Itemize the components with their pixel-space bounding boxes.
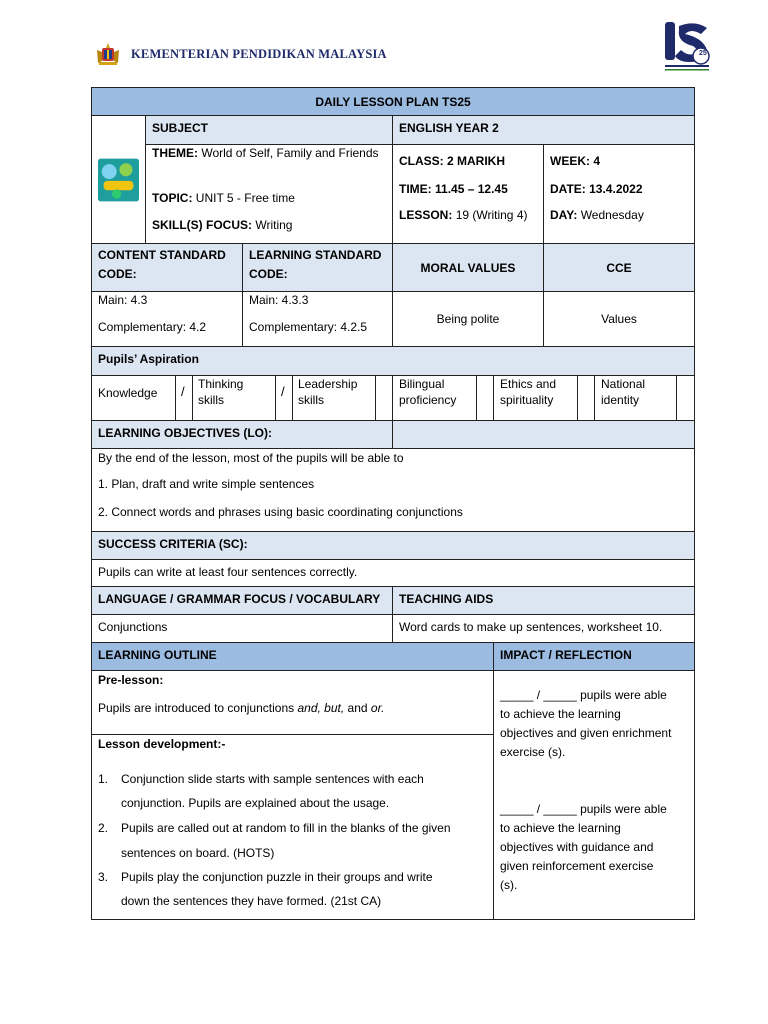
divider	[493, 375, 494, 421]
divider	[292, 375, 293, 421]
step-1-number: 1.	[98, 772, 109, 786]
logo-number: 25	[699, 50, 707, 57]
step-2-line-2: sentences on board. (HOTS)	[121, 846, 275, 860]
impact-2-line-5: (s).	[500, 878, 518, 892]
textbook-cover-icon	[98, 157, 139, 203]
divider	[175, 375, 176, 421]
class-line	[399, 153, 505, 169]
topic-label: TOPIC:	[152, 191, 193, 205]
step-1-line-1: Conjunction slide starts with sample sentences with each	[121, 772, 424, 786]
content-standard-header-text: CONTENT STANDARD CODE:	[98, 248, 226, 281]
class-label: CLASS:	[399, 154, 444, 168]
class-value: 2 MARIKH	[447, 154, 506, 168]
lesson-label: LESSON:	[399, 208, 453, 222]
pre-lesson-and: and	[347, 701, 368, 715]
content-complementary: Complementary: 4.2	[98, 320, 207, 334]
malaysia-crest-icon	[95, 42, 121, 68]
lesson-development-cell	[91, 734, 494, 920]
theme-line	[152, 145, 384, 161]
aspiration-thinking: Thinking skills	[198, 377, 244, 407]
theme-label: THEME:	[152, 146, 198, 160]
impact-2-line-4: given reinforcement exercise	[500, 859, 654, 873]
pre-lesson-conjunctions: and, but,	[297, 701, 345, 715]
objectives-body	[91, 448, 695, 532]
time-line	[399, 181, 508, 197]
topic-value: UNIT 5 - Free time	[195, 191, 295, 205]
divider	[275, 375, 276, 421]
subject-value: ENGLISH YEAR 2	[392, 115, 695, 145]
aspiration-mark-2: /	[281, 384, 285, 399]
learning-standard-header-text: LEARNING STANDARD CODE:	[249, 248, 382, 281]
teaching-aids-header: TEACHING AIDS	[392, 586, 695, 615]
learning-main: Main: 4.3.3	[249, 293, 309, 307]
time-label: TIME:	[399, 182, 432, 196]
week-label: WEEK:	[550, 154, 590, 168]
impact-1-line-1: _____ / _____ pupils were able	[500, 688, 667, 702]
textbook-cover-cell	[91, 115, 146, 244]
divider	[594, 375, 595, 421]
impact-header: IMPACT / REFLECTION	[493, 642, 695, 671]
divider	[676, 375, 677, 421]
language-header: LANGUAGE / GRAMMAR FOCUS / VOCABULARY	[91, 586, 393, 615]
step-3-line-2: down the sentences they have formed. (21st CA)	[121, 894, 382, 908]
day-line	[550, 207, 644, 223]
objectives-header-blank	[392, 420, 695, 449]
divider	[476, 375, 477, 421]
day-value: Wednesday	[580, 208, 644, 222]
pre-lesson-cell	[91, 670, 494, 735]
aspiration-leadership: Leadership skills	[298, 377, 358, 407]
skill-label: SKILL(S) FOCUS:	[152, 218, 252, 232]
learning-standard-header	[242, 243, 393, 292]
class-time-cell	[392, 144, 544, 244]
teaching-aids-value: Word cards to make up sentences, worksheet 10.	[392, 614, 695, 643]
success-header: SUCCESS CRITERIA (SC):	[91, 531, 695, 560]
date-value: 13.4.2022	[589, 182, 643, 196]
impact-1-line-2: to achieve the learning	[500, 707, 621, 721]
step-2-line-1: Pupils are called out at random to fill in the blanks of the given	[121, 821, 451, 835]
impact-2-line-3: objectives with guidance and	[500, 840, 654, 854]
day-label: DAY:	[550, 208, 578, 222]
week-date-cell	[543, 144, 695, 244]
page-title: DAILY LESSON PLAN TS25	[91, 87, 695, 116]
ts25-logo-icon	[663, 20, 711, 72]
theme-value: World of Self, Family and Friends	[201, 146, 379, 160]
pre-lesson-sentence: Pupils are introduced to conjunctions	[98, 701, 295, 715]
lesson-development-label: Lesson development:-	[98, 737, 226, 751]
topic-line	[152, 190, 295, 206]
learning-standard-values	[242, 291, 393, 347]
pre-lesson-label: Pre-lesson:	[98, 673, 164, 687]
aspiration-national: National identity	[601, 377, 646, 407]
week-line	[550, 153, 600, 169]
cce-value: Values	[543, 291, 695, 347]
learning-outline-header: LEARNING OUTLINE	[91, 642, 494, 671]
time-value: 11.45 – 12.45	[435, 182, 508, 196]
aspiration-header: Pupils’ Aspiration	[91, 346, 695, 376]
content-standard-header	[91, 243, 243, 292]
moral-values-header: MORAL VALUES	[392, 243, 544, 292]
aspiration-knowledge: Knowledge	[98, 386, 158, 400]
pre-lesson-or: or.	[370, 701, 385, 715]
divider	[577, 375, 578, 421]
skill-line	[152, 217, 292, 233]
step-3-line-1: Pupils play the conjunction puzzle in their groups and write	[121, 870, 433, 884]
divider	[375, 375, 376, 421]
ministry-name: KEMENTERIAN PENDIDIKAN MALAYSIA	[131, 47, 387, 61]
impact-1-line-4: exercise (s).	[500, 745, 566, 759]
content-standard-values	[91, 291, 243, 347]
aspiration-mark-1: /	[181, 384, 185, 399]
lesson-line	[399, 207, 528, 223]
step-3-number: 3.	[98, 870, 109, 884]
lesson-value: 19 (Writing 4)	[455, 208, 528, 222]
step-1-line-2: conjunction. Pupils are explained about the usage.	[121, 796, 390, 810]
divider	[392, 375, 393, 421]
divider	[192, 375, 193, 421]
objectives-intro: By the end of the lesson, most of the pupils will be able to	[98, 451, 404, 465]
objective-1: 1. Plan, draft and write simple sentences	[98, 477, 315, 491]
aspiration-bilingual: Bilingual proficiency	[399, 377, 457, 407]
cce-header: CCE	[543, 243, 695, 292]
impact-2-line-2: to achieve the learning	[500, 821, 621, 835]
date-label: DATE:	[550, 182, 586, 196]
pre-lesson-text	[98, 700, 384, 716]
aspiration-ethics: Ethics and spirituality	[500, 377, 557, 407]
success-text: Pupils can write at least four sentences correctly.	[91, 559, 695, 587]
impact-1-line-3: objectives and given enrichment	[500, 726, 672, 740]
step-2-number: 2.	[98, 821, 109, 835]
date-line	[550, 181, 643, 197]
subject-label: SUBJECT	[145, 115, 393, 145]
content-main: Main: 4.3	[98, 293, 148, 307]
impact-cell	[493, 670, 695, 920]
theme-topic-cell	[145, 144, 393, 244]
impact-2-line-1: _____ / _____ pupils were able	[500, 802, 667, 816]
learning-complementary: Complementary: 4.2.5	[249, 320, 368, 334]
language-value: Conjunctions	[91, 614, 393, 643]
week-value: 4	[593, 154, 601, 168]
skill-value: Writing	[255, 218, 293, 232]
objective-2: 2. Connect words and phrases using basic coordinating conjunctions	[98, 505, 463, 519]
moral-value: Being polite	[392, 291, 544, 347]
objectives-header: LEARNING OBJECTIVES (LO):	[91, 420, 393, 449]
